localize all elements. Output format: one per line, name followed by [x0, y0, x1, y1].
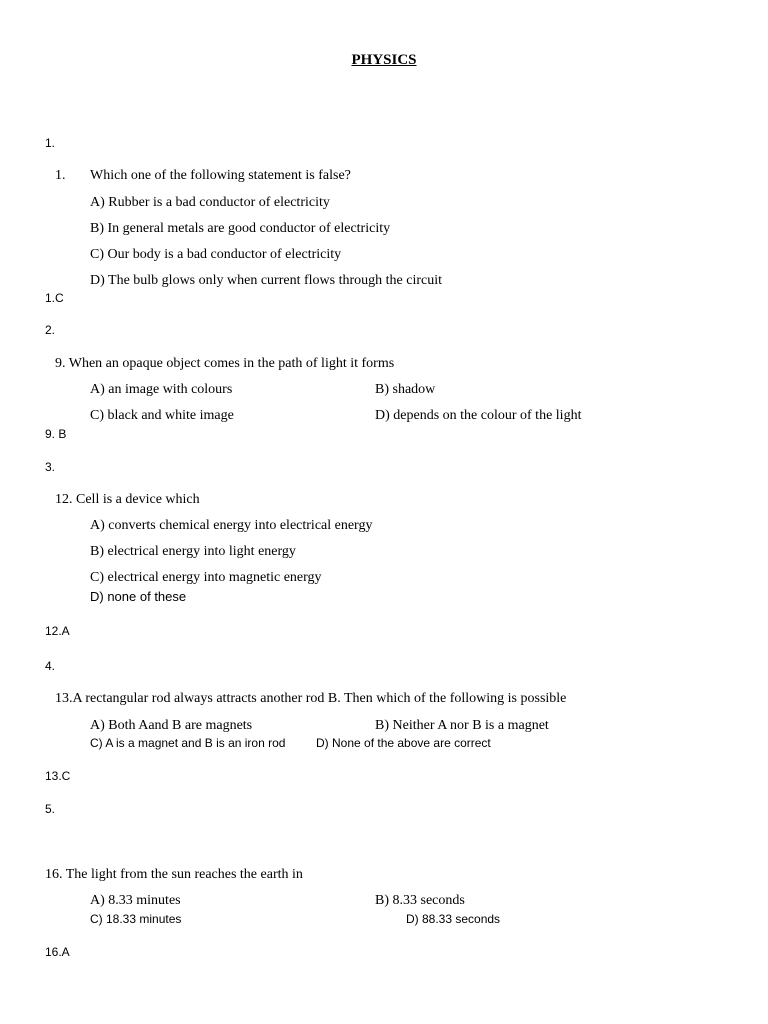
question-text: 16. The light from the sun reaches the earth in: [45, 867, 303, 882]
option-c: C) 18.33 minutes: [90, 912, 182, 926]
question-text: Which one of the following statement is false?: [90, 168, 351, 183]
section-number: 2.: [45, 323, 56, 337]
option-a: A) Both Aand B are magnets: [90, 718, 253, 733]
option-a: A) Rubber is a bad conductor of electricity: [90, 195, 330, 210]
option-c: C) electrical energy into magnetic energy: [90, 570, 322, 585]
question-text: 13.A rectangular rod always attracts another rod B. Then which of the following is possible: [55, 691, 567, 706]
section-number: 5.: [45, 802, 56, 816]
option-b: B) shadow: [375, 382, 436, 397]
option-c: C) black and white image: [90, 408, 234, 423]
option-b: B) 8.33 seconds: [375, 893, 465, 908]
answer-key: 16.A: [45, 945, 70, 959]
option-d: D) depends on the colour of the light: [375, 408, 582, 423]
option-a: A) an image with colours: [90, 382, 233, 397]
option-b: B) In general metals are good conductor of electricity: [90, 221, 391, 236]
option-d: D) 88.33 seconds: [406, 912, 501, 926]
question-text: 9. When an opaque object comes in the path of light it forms: [55, 356, 395, 371]
option-b: B) electrical energy into light energy: [90, 544, 296, 559]
option-c: C) A is a magnet and B is an iron rod: [90, 736, 286, 750]
question-marker: 1.: [55, 168, 66, 183]
option-d: D) The bulb glows only when current flows through the circuit: [90, 273, 443, 288]
option-d: D) none of these: [90, 589, 187, 604]
option-a: A) 8.33 minutes: [90, 893, 181, 908]
page-title: PHYSICS: [351, 52, 417, 68]
option-a: A) converts chemical energy into electrical energy: [90, 518, 373, 533]
section-number: 4.: [45, 659, 56, 673]
question-text: 12. Cell is a device which: [55, 492, 200, 507]
option-d: D) None of the above are correct: [316, 736, 491, 750]
answer-key: 9. B: [45, 427, 67, 441]
section-number: 1.: [45, 136, 56, 150]
option-b: B) Neither A nor B is a magnet: [375, 718, 549, 733]
answer-key: 1.C: [45, 291, 64, 305]
answer-key: 13.C: [45, 769, 71, 783]
answer-key: 12.A: [45, 624, 70, 638]
option-c: C) Our body is a bad conductor of electricity: [90, 247, 342, 262]
section-number: 3.: [45, 460, 56, 474]
